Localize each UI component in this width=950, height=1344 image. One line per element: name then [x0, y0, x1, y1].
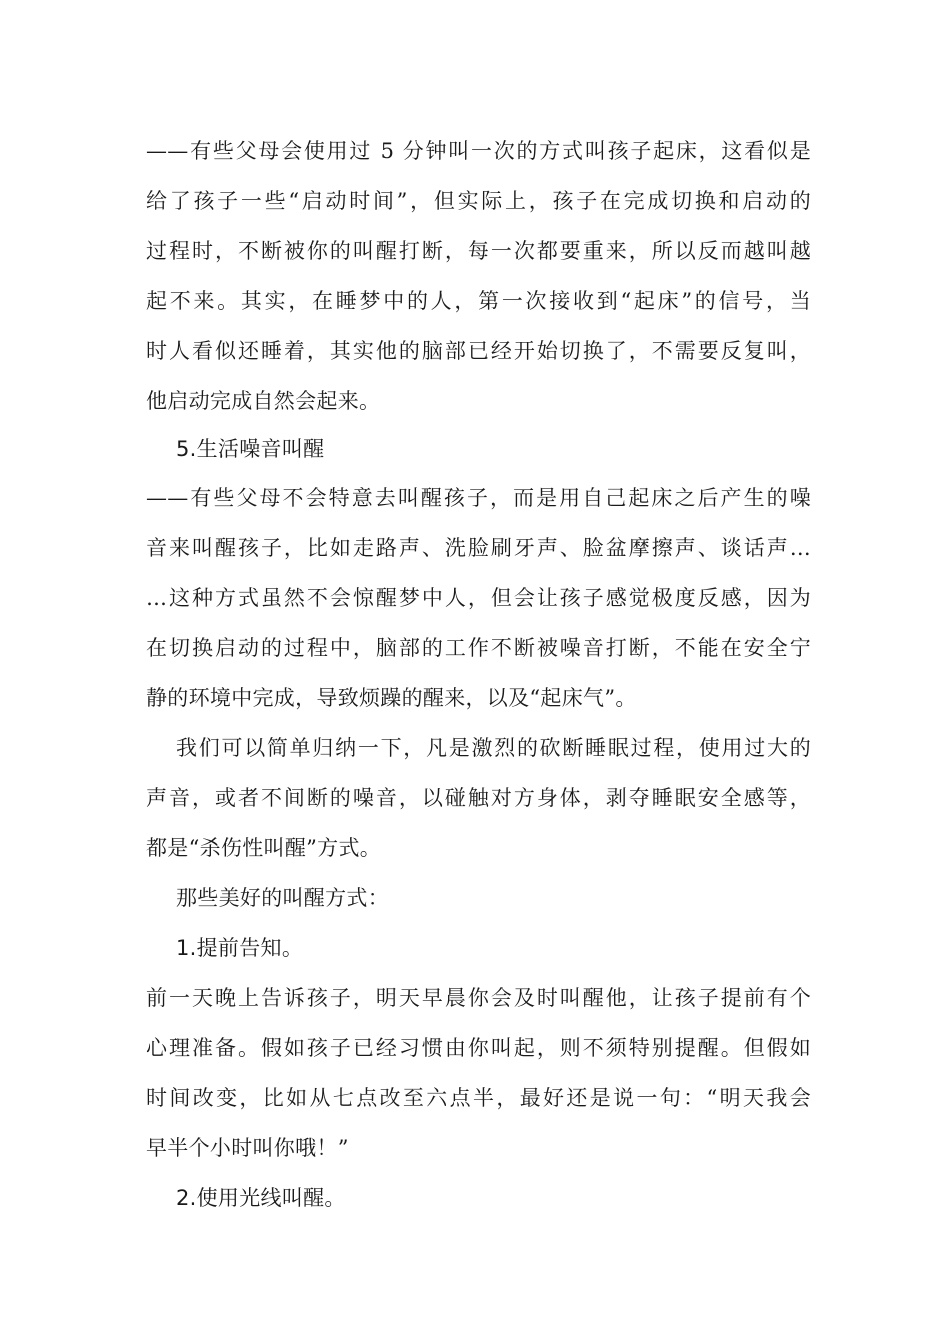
section-heading: 那些美好的叫醒方式： — [176, 886, 389, 910]
paragraph-line: 在切换启动的过程中，脑部的工作不断被噪音打断，不能在安全宁 — [146, 636, 811, 660]
paragraph-line: 心理准备。假如孩子已经习惯由你叫起，则不须特别提醒。但假如 — [146, 1036, 811, 1060]
paragraph-line: 他启动完成自然会起来。 — [146, 389, 381, 413]
paragraph-line: …这种方式虽然不会惊醒梦中人，但会让孩子感觉极度反感，因为 — [146, 586, 811, 610]
paragraph-line: 前一天晚上告诉孩子，明天早晨你会及时叫醒他，让孩子提前有个 — [146, 986, 811, 1010]
paragraph-line: 我们可以简单归纳一下，凡是激烈的砍断睡眠过程，使用过大的 — [176, 736, 811, 760]
paragraph-line: 静的环境中完成，导致烦躁的醒来，以及“起床气”。 — [146, 686, 637, 710]
paragraph-line: 都是“杀伤性叫醒”方式。 — [146, 836, 382, 860]
paragraph-line: 声音，或者不间断的噪音，以碰触对方身体，剥夺睡眠安全感等， — [146, 786, 811, 810]
paragraph-line: ——有些父母会使用过 5 分钟叫一次的方式叫孩子起床，这看似是 — [146, 139, 811, 163]
paragraph-line: 过程时，不断被你的叫醒打断，每一次都要重来，所以反而越叫越 — [146, 239, 811, 263]
list-item-heading: 1.提前告知。 — [176, 936, 304, 960]
paragraph-line: 时间改变，比如从七点改至六点半，最好还是说一句：“明天我会 — [146, 1086, 811, 1110]
paragraph-line: 音来叫醒孩子，比如走路声、洗脸刷牙声、脸盆摩擦声、谈话声… — [146, 536, 811, 560]
paragraph-line: 起不来。其实，在睡梦中的人，第一次接收到“起床”的信号，当 — [146, 289, 811, 313]
paragraph-line: ——有些父母不会特意去叫醒孩子，而是用自己起床之后产生的噪 — [146, 486, 811, 510]
paragraph-line: 时人看似还睡着，其实他的脑部已经开始切换了，不需要反复叫， — [146, 339, 811, 363]
section-heading: 5.生活噪音叫醒 — [176, 437, 325, 461]
paragraph-line: 给了孩子一些“启动时间”，但实际上，孩子在完成切换和启动的 — [146, 189, 811, 213]
list-item-heading: 2.使用光线叫醒。 — [176, 1186, 346, 1210]
paragraph-line: 早半个小时叫你哦！” — [146, 1136, 349, 1160]
